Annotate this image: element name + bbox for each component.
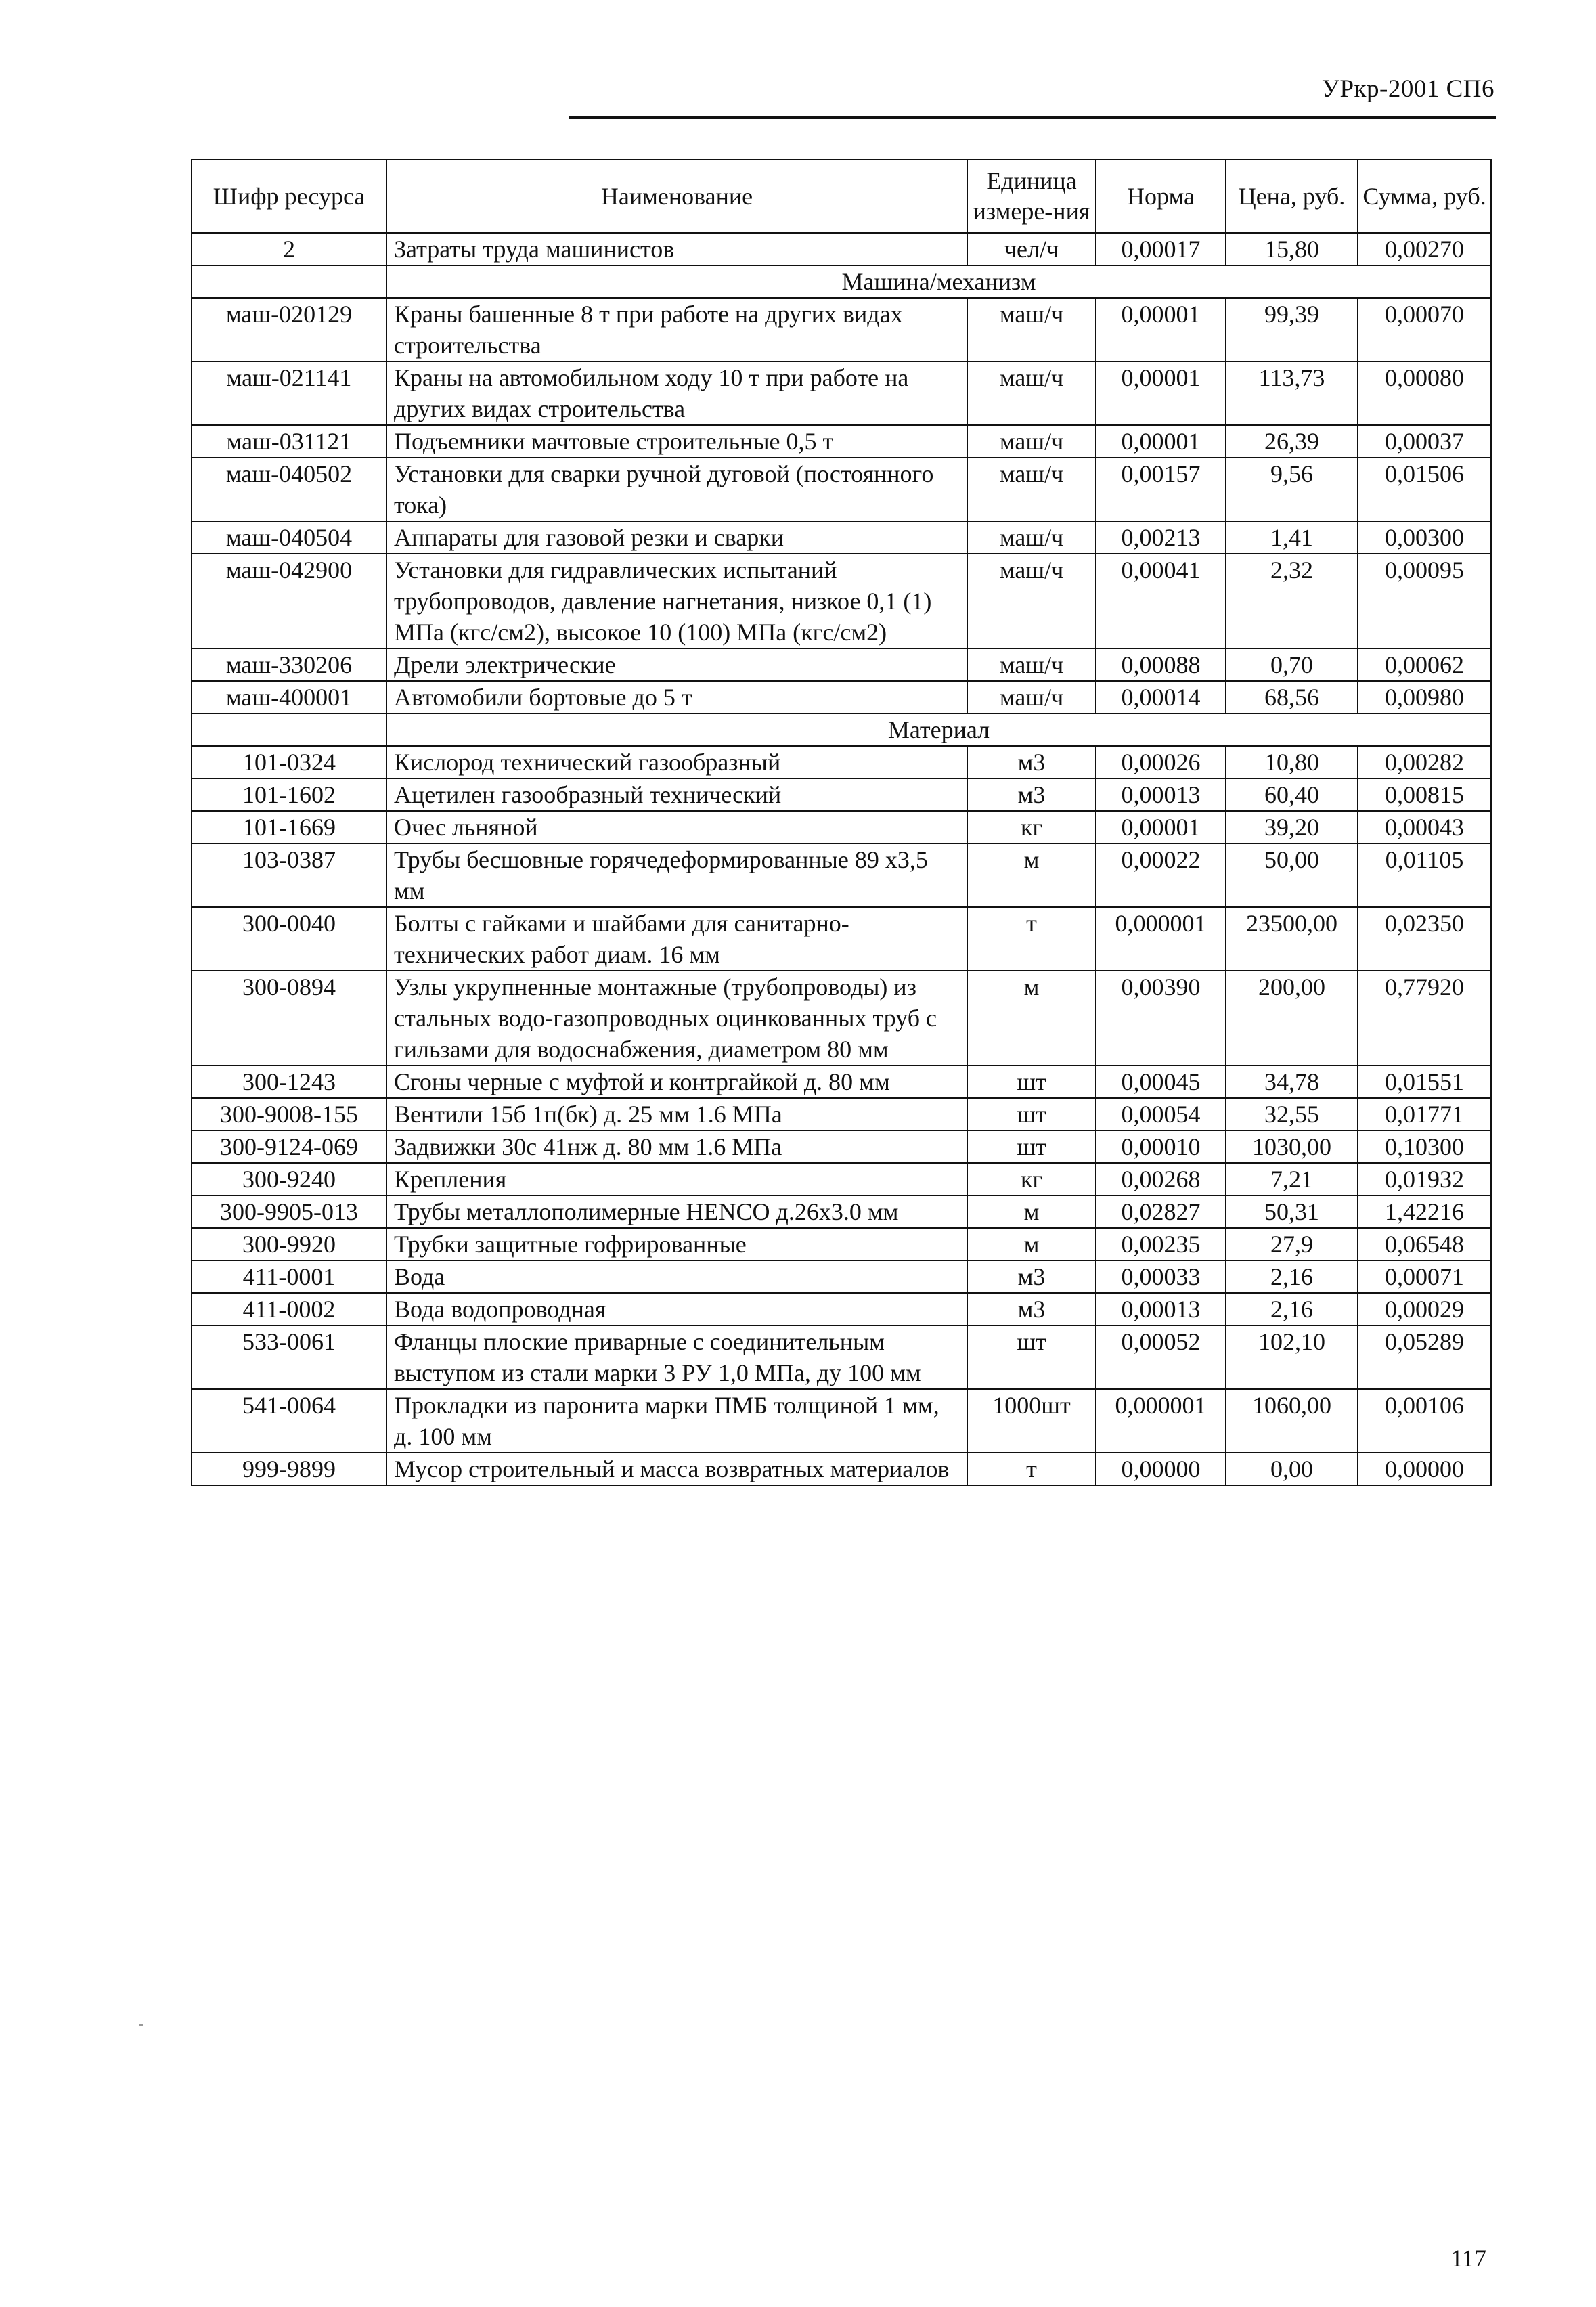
cell-code: маш-020129 [192,298,386,361]
cell-unit: м [967,1195,1096,1228]
table-row [192,233,1491,265]
cell-code: 300-9008-155 [192,1098,386,1130]
cell-code: 533-0061 [192,1325,386,1389]
cell-unit: м [967,971,1096,1065]
cell-price: 32,55 [1226,1098,1358,1130]
cell-name: Крепления [386,1163,967,1195]
section-header-row [192,265,1491,298]
table-row [192,746,1491,778]
cell-name: Затраты труда машинистов [386,233,967,265]
cell-price: 99,39 [1226,298,1358,361]
cell-sum: 0,00282 [1358,746,1491,778]
cell-unit: м3 [967,1260,1096,1293]
cell-name: Установки для сварки ручной дуговой (постоянного тока) [386,458,967,521]
cell-unit: шт [967,1098,1096,1130]
cell-price: 113,73 [1226,361,1358,425]
section-blank-cell [192,265,386,298]
cell-sum: 0,00270 [1358,233,1491,265]
cell-unit: маш/ч [967,361,1096,425]
cell-sum: 0,77920 [1358,971,1491,1065]
cell-norm: 0,00022 [1096,843,1226,907]
cell-sum: 0,01105 [1358,843,1491,907]
cell-code: 103-0387 [192,843,386,907]
cell-name: Краны башенные 8 т при работе на других видах строительства [386,298,967,361]
cell-norm: 0,00010 [1096,1130,1226,1163]
cell-name: Болты с гайками и шайбами для санитарно-технических работ диам. 16 мм [386,907,967,971]
page-number: 117 [1450,2245,1486,2272]
cell-price: 50,31 [1226,1195,1358,1228]
cell-code: маш-330206 [192,649,386,681]
cell-sum: 0,00106 [1358,1389,1491,1453]
cell-norm: 0,000001 [1096,1389,1226,1453]
cell-sum: 1,42216 [1358,1195,1491,1228]
cell-unit: маш/ч [967,298,1096,361]
cell-code: 300-0894 [192,971,386,1065]
cell-unit: маш/ч [967,554,1096,649]
cell-price: 1,41 [1226,521,1358,554]
cell-code: 999-9899 [192,1453,386,1485]
cell-norm: 0,00013 [1096,1293,1226,1325]
cell-price: 10,80 [1226,746,1358,778]
table-row [192,521,1491,554]
cell-norm: 0,00013 [1096,778,1226,811]
table-row [192,649,1491,681]
cell-name: Вентили 15б 1п(бк) д. 25 мм 1.6 МПа [386,1098,967,1130]
cell-name: Прокладки из паронита марки ПМБ толщиной 1 мм, д. 100 мм [386,1389,967,1453]
cell-name: Вода водопроводная [386,1293,967,1325]
cell-price: 0,70 [1226,649,1358,681]
cell-name: Установки для гидравлических испытаний трубопроводов, давление нагнетания, низкое 0,1 (1) МПа (кгс/см2), высокое 10 (100) МПа (кгс/см2) [386,554,967,649]
cell-unit: маш/ч [967,458,1096,521]
cell-code: маш-042900 [192,554,386,649]
cell-unit: м3 [967,1293,1096,1325]
table-row [192,458,1491,521]
cell-norm: 0,00088 [1096,649,1226,681]
cell-code: 300-9124-069 [192,1130,386,1163]
table-row [192,778,1491,811]
cell-price: 7,21 [1226,1163,1358,1195]
cell-price: 2,16 [1226,1260,1358,1293]
table-row [192,1163,1491,1195]
cell-unit: м3 [967,778,1096,811]
cell-norm: 0,00235 [1096,1228,1226,1260]
table-row [192,425,1491,458]
table-row [192,1065,1491,1098]
cell-sum: 0,10300 [1358,1130,1491,1163]
table-row [192,1325,1491,1389]
cell-code: 300-9920 [192,1228,386,1260]
cell-unit: маш/ч [967,649,1096,681]
section-title: Машина/механизм [386,265,1491,298]
cell-unit: м [967,843,1096,907]
cell-code: 300-0040 [192,907,386,971]
cell-sum: 0,02350 [1358,907,1491,971]
cell-price: 68,56 [1226,681,1358,713]
cell-norm: 0,00001 [1096,361,1226,425]
col-header-price: Цена, руб. [1226,160,1358,233]
cell-sum: 0,01771 [1358,1098,1491,1130]
cell-sum: 0,00070 [1358,298,1491,361]
cell-sum: 0,00037 [1358,425,1491,458]
col-header-name: Наименование [386,160,967,233]
section-title: Материал [386,713,1491,746]
cell-unit: шт [967,1325,1096,1389]
cell-unit: м3 [967,746,1096,778]
cell-name: Краны на автомобильном ходу 10 т при работе на других видах строительства [386,361,967,425]
table-row [192,554,1491,649]
cell-name: Мусор строительный и масса возвратных материалов [386,1453,967,1485]
table-row [192,971,1491,1065]
cell-price: 200,00 [1226,971,1358,1065]
table-row [192,1098,1491,1130]
table-row [192,298,1491,361]
cell-sum: 0,05289 [1358,1325,1491,1389]
table-row [192,361,1491,425]
cell-price: 23500,00 [1226,907,1358,971]
cell-price: 27,9 [1226,1228,1358,1260]
cell-norm: 0,00052 [1096,1325,1226,1389]
cell-unit: кг [967,811,1096,843]
cell-price: 39,20 [1226,811,1358,843]
cell-unit: маш/ч [967,425,1096,458]
cell-code: 541-0064 [192,1389,386,1453]
cell-name: Трубы металлополимерные HENCO д.26х3.0 мм [386,1195,967,1228]
table-row [192,811,1491,843]
table-row [192,1293,1491,1325]
cell-norm: 0,00045 [1096,1065,1226,1098]
cell-unit: т [967,907,1096,971]
cell-name: Фланцы плоские приварные с соединительным выступом из стали марки 3 РУ 1,0 МПа, ду 100 мм [386,1325,967,1389]
table-body [192,233,1491,1485]
cell-code: 101-1602 [192,778,386,811]
table-row [192,1389,1491,1453]
section-header-row [192,713,1491,746]
cell-unit: т [967,1453,1096,1485]
cell-norm: 0,000001 [1096,907,1226,971]
cell-name: Узлы укрупненные монтажные (трубопроводы) из стальных водо-газопроводных оцинкованных труб с гильзами для водоснабжения, диаметром 80 мм [386,971,967,1065]
cell-code: маш-040502 [192,458,386,521]
cell-norm: 0,00017 [1096,233,1226,265]
cell-price: 60,40 [1226,778,1358,811]
cell-norm: 0,00001 [1096,811,1226,843]
cell-sum: 0,01506 [1358,458,1491,521]
cell-price: 34,78 [1226,1065,1358,1098]
cell-norm: 0,00001 [1096,298,1226,361]
cell-norm: 0,00001 [1096,425,1226,458]
cell-code: 411-0002 [192,1293,386,1325]
cell-norm: 0,00213 [1096,521,1226,554]
cell-sum: 0,06548 [1358,1228,1491,1260]
cell-name: Ацетилен газообразный технический [386,778,967,811]
cell-sum: 0,00815 [1358,778,1491,811]
table-row [192,843,1491,907]
cell-price: 0,00 [1226,1453,1358,1485]
cell-sum: 0,00043 [1358,811,1491,843]
cell-code: 300-9240 [192,1163,386,1195]
cell-unit: кг [967,1163,1096,1195]
cell-price: 2,32 [1226,554,1358,649]
col-header-unit: Единица измере-ния [967,160,1096,233]
cell-norm: 0,00033 [1096,1260,1226,1293]
cell-norm: 0,00026 [1096,746,1226,778]
table-header-row [192,160,1491,233]
cell-name: Аппараты для газовой резки и сварки [386,521,967,554]
cell-norm: 0,00390 [1096,971,1226,1065]
col-header-code: Шифр ресурса [192,160,386,233]
cell-code: маш-040504 [192,521,386,554]
cell-sum: 0,01932 [1358,1163,1491,1195]
table-row [192,907,1491,971]
cell-name: Очес льняной [386,811,967,843]
cell-unit: 1000шт [967,1389,1096,1453]
cell-name: Дрели электрические [386,649,967,681]
cell-code: 2 [192,233,386,265]
cell-norm: 0,00041 [1096,554,1226,649]
cell-code: 101-0324 [192,746,386,778]
cell-code: маш-031121 [192,425,386,458]
cell-sum: 0,00071 [1358,1260,1491,1293]
cell-code: 101-1669 [192,811,386,843]
cell-name: Кислород технический газообразный [386,746,967,778]
cell-unit: маш/ч [967,681,1096,713]
resource-table [191,159,1492,1486]
cell-price: 1060,00 [1226,1389,1358,1453]
cell-sum: 0,00062 [1358,649,1491,681]
cell-norm: 0,02827 [1096,1195,1226,1228]
table-row [192,1260,1491,1293]
table-row [192,1228,1491,1260]
cell-name: Вода [386,1260,967,1293]
document-code: УРкр-2001 СП6 [1321,75,1494,103]
cell-name: Сгоны черные с муфтой и контргайкой д. 80 мм [386,1065,967,1098]
cell-price: 9,56 [1226,458,1358,521]
col-header-sum: Сумма, руб. [1358,160,1491,233]
cell-sum: 0,00095 [1358,554,1491,649]
cell-price: 2,16 [1226,1293,1358,1325]
cell-name: Трубки защитные гофрированные [386,1228,967,1260]
scan-speck [139,2024,143,2026]
cell-unit: шт [967,1065,1096,1098]
table-row [192,681,1491,713]
table-row [192,1130,1491,1163]
col-header-norm: Норма [1096,160,1226,233]
cell-sum: 0,00980 [1358,681,1491,713]
cell-norm: 0,00054 [1096,1098,1226,1130]
cell-code: маш-021141 [192,361,386,425]
cell-unit: маш/ч [967,521,1096,554]
cell-name: Автомобили бортовые до 5 т [386,681,967,713]
table-row [192,1453,1491,1485]
cell-sum: 0,01551 [1358,1065,1491,1098]
cell-sum: 0,00080 [1358,361,1491,425]
cell-norm: 0,00268 [1096,1163,1226,1195]
cell-code: 300-9905-013 [192,1195,386,1228]
cell-name: Подъемники мачтовые строительные 0,5 т [386,425,967,458]
cell-unit: м [967,1228,1096,1260]
cell-sum: 0,00000 [1358,1453,1491,1485]
cell-sum: 0,00029 [1358,1293,1491,1325]
table-row [192,1195,1491,1228]
cell-price: 102,10 [1226,1325,1358,1389]
cell-norm: 0,00157 [1096,458,1226,521]
cell-name: Трубы бесшовные горячедеформированные 89 х3,5 мм [386,843,967,907]
cell-price: 26,39 [1226,425,1358,458]
cell-price: 15,80 [1226,233,1358,265]
header-rule [569,116,1496,119]
cell-code: 411-0001 [192,1260,386,1293]
cell-price: 50,00 [1226,843,1358,907]
cell-unit: чел/ч [967,233,1096,265]
cell-norm: 0,00014 [1096,681,1226,713]
cell-unit: шт [967,1130,1096,1163]
cell-norm: 0,00000 [1096,1453,1226,1485]
cell-price: 1030,00 [1226,1130,1358,1163]
cell-code: 300-1243 [192,1065,386,1098]
section-blank-cell [192,713,386,746]
cell-name: Задвижки 30с 41нж д. 80 мм 1.6 МПа [386,1130,967,1163]
cell-code: маш-400001 [192,681,386,713]
cell-sum: 0,00300 [1358,521,1491,554]
